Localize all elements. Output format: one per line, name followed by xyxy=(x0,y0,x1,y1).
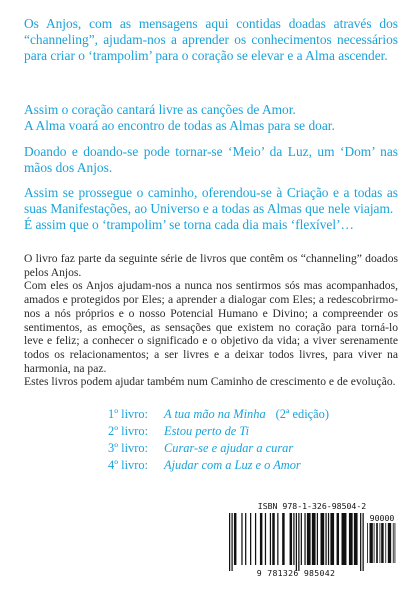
barcode-bar xyxy=(325,513,326,565)
ean-barcode-bars xyxy=(229,513,365,571)
gift-text: Doando e doando-se pode tornar-se ‘Meio’ da Luz, um ‘Dom’ nas mãos dos Anjos. xyxy=(24,144,398,175)
barcode-bar xyxy=(255,513,256,565)
barcode-bar xyxy=(272,513,274,565)
barcode-bar xyxy=(296,513,297,571)
barcode-bar xyxy=(360,513,361,571)
path-text: Assim se prossegue o caminho, oferendou-se à Criação e a todas as suas Manifestações, ao Universo e a todas as Almas que nele viajam. xyxy=(24,185,398,216)
barcode-bar xyxy=(320,513,324,565)
barcode-bar xyxy=(301,513,302,565)
book-title: Ajudar com a Luz e o Amor xyxy=(164,458,301,472)
barcode-bar xyxy=(298,513,299,571)
price-addon-number: 90000 xyxy=(369,513,395,523)
series-benefits: Com eles os Anjos ajudam-nos a nunca nos sentirmos sós mas acompanhados, amados e protegidos por Eles; a aprender a dialogar com Eles; a redescobrirmo-nos a nós próprios e o nosso Potencial Humano e Divino; a compreender os sentimentos, as emoções, as sensações que existem no coração para torná-lo leve e feliz; a conhecer o significado e o objetivo da vida; a viver serenamente todos os relacionamentos; a ser livres e a deixar todos livres, para viver na harmonia, na paz. xyxy=(24,279,398,375)
barcode-bar xyxy=(374,523,375,563)
barcode-bar xyxy=(388,523,391,563)
book-title: Estou perto de Ti xyxy=(164,424,250,438)
barcode-bar xyxy=(304,513,305,565)
barcode-bar xyxy=(231,513,232,571)
heart-line: Assim o coração cantará livre as canções de Amor. xyxy=(24,102,296,117)
barcode-bar xyxy=(330,513,334,565)
barcode-bar xyxy=(265,513,266,565)
book-list xyxy=(108,406,329,474)
book-item xyxy=(108,423,329,440)
barcode-bar xyxy=(282,513,284,565)
path-paragraph xyxy=(24,185,398,232)
intro-text: Os Anjos, com as mensagens aqui contidas doadas através dos “channeling”, ajudam-nos a aprender os conhecimentos necessários para criar o ‘trampolim’ para o coração se elevar e a Alma ascender. xyxy=(24,16,398,63)
book-item xyxy=(108,440,329,457)
series-intro: O livro faz parte da seguinte série de livros que contêm os “channeling” doados pelos Anjos. xyxy=(24,252,398,279)
book-label: 1º livro: xyxy=(108,407,148,421)
addon-barcode-bars xyxy=(367,523,397,569)
barcode-bar xyxy=(290,513,292,565)
isbn-barcode xyxy=(224,500,400,582)
book-label: 4º livro: xyxy=(108,458,148,472)
intro-paragraph xyxy=(24,16,398,63)
barcode-bar xyxy=(342,513,347,565)
book-edition: (2ª edição) xyxy=(275,407,329,421)
ean-digits: 9 781326 985042 xyxy=(256,568,336,578)
barcode-bar xyxy=(363,513,364,571)
barcode-bar xyxy=(270,513,271,565)
series-description xyxy=(24,252,398,389)
barcode-bar xyxy=(260,513,262,565)
gift-paragraph xyxy=(24,144,398,176)
book-label: 2º livro: xyxy=(108,424,148,438)
barcode-bar xyxy=(317,513,318,565)
barcode-bar xyxy=(370,523,373,563)
barcode-bar xyxy=(385,523,386,563)
heart-paragraph xyxy=(24,102,398,134)
barcode-bar xyxy=(229,513,230,571)
barcode-bar xyxy=(367,523,368,563)
barcode-bar xyxy=(293,513,294,565)
book-label: 3º livro: xyxy=(108,441,148,455)
barcode-bar xyxy=(245,513,246,565)
book-title: Curar-se e ajudar a curar xyxy=(164,441,294,455)
trampoline-line: É assim que o ‘trampolim’ se torna cada dia mais ‘flexível’… xyxy=(24,216,354,232)
barcode-bar xyxy=(395,523,396,563)
barcode-bar xyxy=(241,513,242,565)
book-item xyxy=(108,406,329,423)
isbn-number: ISBN 978-1-326-98504-2 xyxy=(257,501,367,511)
barcode-bar xyxy=(234,513,236,565)
book-item xyxy=(108,457,329,474)
soul-line: A Alma voará ao encontro de todas as Almas para se doar. xyxy=(24,117,335,133)
barcode-bar xyxy=(328,513,329,565)
barcode-bar xyxy=(393,523,394,563)
barcode-bar xyxy=(250,513,251,565)
series-closing: Estes livros podem ajudar também num Caminho de crescimento e de evolução. xyxy=(24,375,396,389)
barcode-bar xyxy=(380,523,381,563)
barcode-bar xyxy=(277,513,278,565)
barcode-bar xyxy=(349,513,353,565)
barcode-bar xyxy=(354,513,358,565)
book-title: A tua mão na Minha xyxy=(164,407,266,421)
barcode-bar xyxy=(312,513,316,565)
barcode-bar xyxy=(381,523,384,563)
barcode-bar xyxy=(376,523,378,563)
barcode-bar xyxy=(307,513,311,565)
barcode-bar xyxy=(337,513,339,565)
